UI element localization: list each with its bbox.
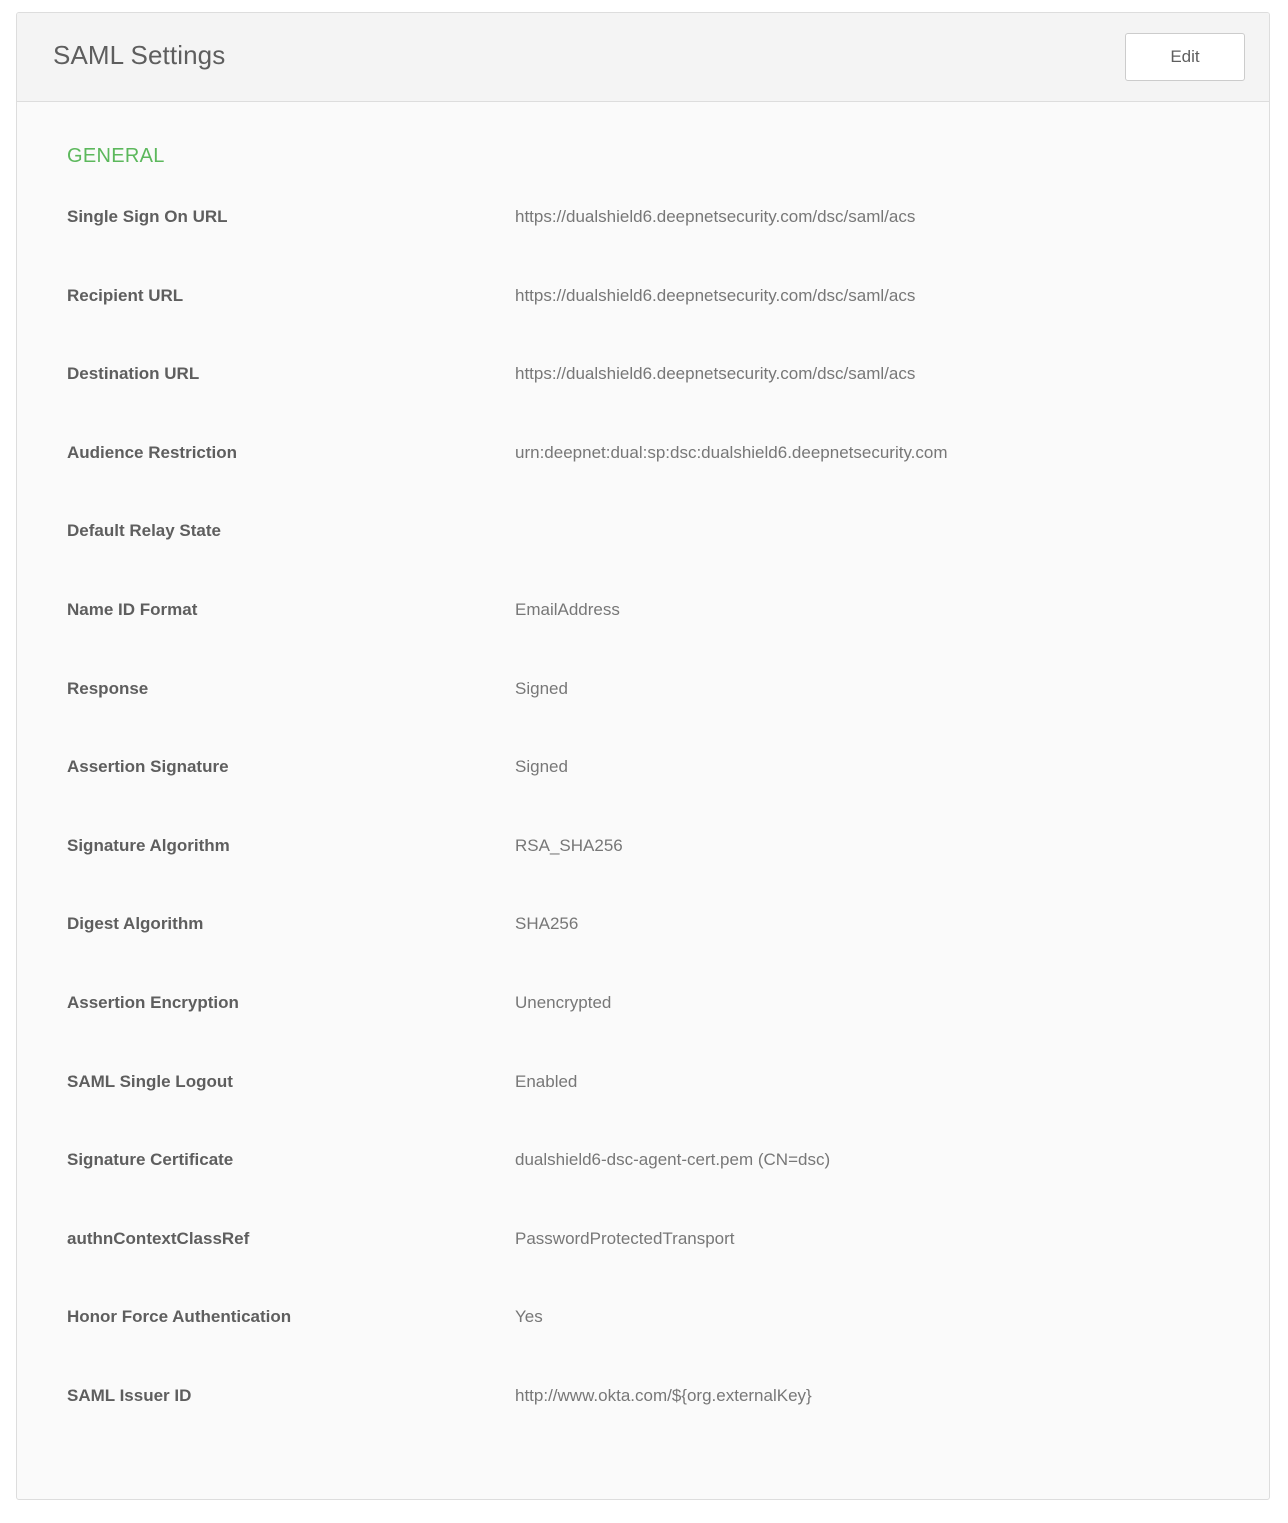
settings-row: [17, 1306, 1269, 1385]
settings-row-value: http://www.okta.com/${org.externalKey}: [515, 1385, 812, 1405]
settings-row-label: Honor Force Authentication: [67, 1307, 292, 1327]
saml-settings-panel: [16, 12, 1270, 1500]
panel-header: [17, 13, 1269, 102]
settings-row: [17, 1385, 1269, 1464]
settings-row-value: SHA256: [515, 914, 579, 934]
settings-row-label: Destination URL: [67, 364, 200, 384]
settings-row-value: dualshield6-dsc-agent-cert.pem (CN=dsc): [515, 1150, 831, 1170]
settings-row-value: urn:deepnet:dual:sp:dsc:dualshield6.deepnetsecurity.com: [515, 442, 948, 462]
settings-row-value: Signed: [515, 678, 568, 698]
settings-row-label: Assertion Encryption: [67, 992, 239, 1012]
settings-row: [17, 363, 1269, 442]
settings-row: [17, 206, 1269, 285]
settings-row-label: SAML Single Logout: [67, 1071, 233, 1091]
settings-row: [17, 1228, 1269, 1307]
settings-row-label: Recipient URL: [67, 285, 184, 305]
settings-row: [17, 1149, 1269, 1228]
settings-row-value: https://dualshield6.deepnetsecurity.com/dsc/saml/acs: [515, 285, 916, 305]
settings-row-label: Default Relay State: [67, 521, 221, 541]
settings-row-label: Signature Certificate: [67, 1150, 234, 1170]
page-title: SAML Settings: [53, 40, 226, 70]
section-heading-general: GENERAL: [67, 145, 165, 167]
settings-row-value: Signed: [515, 757, 568, 777]
settings-row-label: Assertion Signature: [67, 757, 229, 777]
settings-row: [17, 599, 1269, 678]
settings-row: [17, 678, 1269, 757]
settings-row: [17, 285, 1269, 364]
settings-row: [17, 520, 1269, 599]
settings-row-label: authnContextClassRef: [67, 1228, 250, 1248]
edit-button[interactable]: Edit: [1125, 33, 1245, 81]
settings-row-label: Digest Algorithm: [67, 914, 204, 934]
settings-row-value: Enabled: [515, 1071, 578, 1091]
settings-row: [17, 992, 1269, 1071]
settings-row-value: https://dualshield6.deepnetsecurity.com/dsc/saml/acs: [515, 364, 916, 384]
settings-row: [17, 442, 1269, 521]
settings-row: [17, 1071, 1269, 1150]
settings-list: [17, 206, 1269, 1464]
settings-row-label: Name ID Format: [67, 599, 198, 619]
settings-row: [17, 913, 1269, 992]
settings-row-label: SAML Issuer ID: [67, 1385, 192, 1405]
settings-row-label: Single Sign On URL: [67, 207, 228, 226]
settings-row-value: PasswordProtectedTransport: [515, 1228, 735, 1248]
settings-row-label: Audience Restriction: [67, 442, 238, 462]
settings-row-label: Response: [67, 678, 149, 698]
settings-row-value: EmailAddress: [515, 599, 620, 619]
settings-row-value: Yes: [515, 1307, 543, 1327]
settings-row-value: RSA_SHA256: [515, 835, 623, 855]
settings-row: [17, 756, 1269, 835]
settings-row: [17, 835, 1269, 914]
settings-row-label: Signature Algorithm: [67, 835, 230, 855]
settings-row-value: https://dualshield6.deepnetsecurity.com/dsc/saml/acs: [515, 207, 916, 226]
settings-row-value: Unencrypted: [515, 992, 612, 1012]
